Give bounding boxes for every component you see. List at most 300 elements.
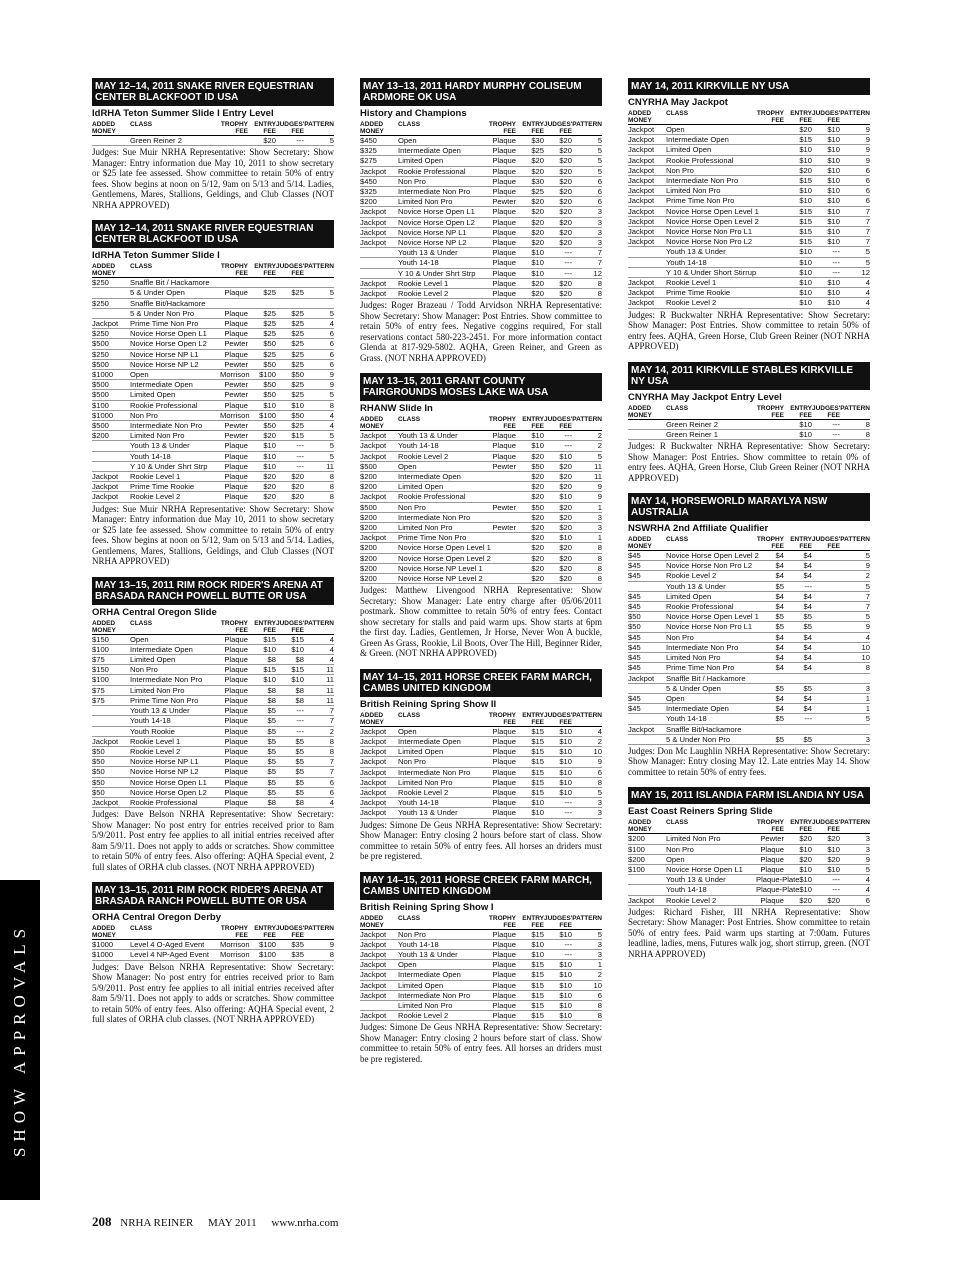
table-cell: Plaque [492,227,516,237]
table-cell: 4 [865,875,870,885]
table-cell [92,727,130,736]
table-cell [304,299,334,308]
table-cell: Non Pro [398,757,426,767]
table-cell: Novice Horse NP Level 2 [398,574,483,584]
table-cell: Limited Open [398,156,444,166]
table-cell: $20 [827,895,840,905]
table-cell: 1 [597,960,602,970]
table-row [628,643,870,653]
table-cell: 3 [597,227,602,237]
table-row [628,865,870,875]
table-cell: Prime Time Non Pro [398,533,467,543]
table-cell: $8 [295,695,304,705]
table-cell [488,513,516,522]
table-cell: Jackpot [628,135,655,145]
table-cell: $500 [92,380,109,390]
table-cell: 5 [597,929,602,939]
table-cell: $10 [827,165,840,175]
header-added: ADDED MONEY [92,121,116,135]
table-cell: Youth 14-18 [398,441,439,451]
event-listing [628,78,870,352]
table-row [360,167,602,177]
table-row [360,1001,602,1011]
table-cell: $20 [531,217,544,227]
table-header [628,819,870,834]
table-cell: 5 [329,288,334,298]
table-cell: $5 [295,777,304,787]
table-row [92,390,334,400]
table-cell [812,633,840,642]
table-cell: Plaque [492,798,516,808]
table-cell: Plaque [492,146,516,156]
table-row [92,665,334,675]
header-fee: TROPHY FEE [488,121,516,135]
table-cell: $5 [775,734,784,744]
table-cell [756,135,784,144]
table-row [628,145,870,155]
table-cell: 6 [597,187,602,197]
table-cell: $30 [531,136,544,145]
table-cell: $20 [559,217,572,227]
table-cell: Intermediate Non Pro [398,767,471,777]
table-row [628,704,870,714]
event-title: MAY 12–14, 2011 SNAKE RIVER EQUESTRIAN CENTER BLACKFOOT ID USA [92,78,334,106]
table-cell: $10 [531,248,544,258]
table-cell [92,706,130,715]
table-cell: $10 [559,451,572,461]
table-cell: Plaque [224,644,248,654]
table-cell: Plaque [492,980,516,990]
table-row [360,554,602,564]
table-cell: Pewter [760,834,784,844]
table-cell: Pewter [224,339,248,349]
table-cell: Non Pro [666,844,694,854]
table-cell: Youth 14-18 [666,714,707,724]
table-cell: $25 [291,319,304,329]
table-cell: 8 [597,574,602,584]
header-pattern: PATTERN [840,110,870,117]
table-cell: 5 [865,247,870,257]
table-cell: 3 [597,512,602,522]
table-cell [360,258,398,267]
table-cell: 9 [329,370,334,380]
table-cell [628,735,666,744]
table-cell: $5 [295,767,304,777]
table-cell: --- [804,581,812,591]
header-entry: ENTRY FEE [254,925,276,940]
table-cell [628,885,666,894]
table-cell: Novice Horse Open Level 2 [398,553,491,563]
table-cell: Plaque [760,854,784,864]
table-cell: $10 [827,125,840,134]
table-cell: Novice Horse Open Level 2 [666,216,759,226]
table-cell: $20 [531,553,544,563]
table-cell: $4 [775,663,784,673]
table-cell: $25 [263,329,276,339]
table-cell: $10 [263,461,276,471]
table-cell: $20 [531,543,544,553]
table-cell: Plaque [492,1011,516,1021]
event-class-name: British Reining Spring Show I [360,901,494,913]
table-cell: $10 [531,808,544,818]
table-cell: $10 [827,865,840,875]
header-class: CLASS [130,121,153,128]
table-cell: 8 [865,429,870,439]
table-cell: Plaque [224,482,248,492]
table-cell: Jackpot [360,217,387,227]
table-cell: 2 [597,441,602,451]
header-pattern: PATTERN [572,914,602,922]
table-cell [488,543,516,552]
table-cell: Youth 13 & Under [666,875,726,885]
table-cell: $10 [559,1001,572,1011]
event-listing [92,78,334,210]
table-cell: $20 [559,136,572,145]
table-cell: Intermediate Open [666,704,729,714]
table-cell: Jackpot [628,673,655,683]
table-row [628,196,870,206]
table-cell: Plaque [224,797,248,807]
table-cell: $20 [559,472,572,482]
table-cell: 10 [861,642,870,652]
table-cell: $45 [628,693,641,703]
table-cell: $25 [291,359,304,369]
table-cell: Y 10 & Under Shrt Strp [130,461,208,471]
table-cell: 8 [329,472,334,482]
event-class-name: RHANW Slide In [360,403,433,415]
table-cell: 2 [597,737,602,746]
table-row [360,940,602,950]
table-cell: 3 [597,217,602,227]
table-row [360,574,602,584]
table-cell [488,554,516,563]
table-cell [628,247,666,256]
table-row [360,778,602,788]
table-cell: Jackpot [628,176,655,186]
table-cell: $10 [799,267,812,277]
table-cell: Pewter [492,197,516,207]
table-cell: Youth 14-18 [130,451,171,461]
table-row [360,238,602,248]
table-cell [92,441,130,450]
table-cell: 4 [329,410,334,420]
table-cell [756,227,784,236]
table-cell: $15 [531,980,544,990]
table-cell: 7 [597,248,602,258]
table-cell: Plaque-Plate [756,885,800,895]
table-cell: $20 [531,492,544,502]
table-cell: Novice Horse Open Level 1 [666,206,759,216]
table-cell: 3 [597,808,602,818]
table-row [628,268,870,278]
table-cell: $200 [360,512,377,522]
table-row [92,299,334,309]
table-cell: Jackpot [360,726,387,736]
table-cell: Non Pro [398,176,426,186]
event-class-name: CNYRHA May Jackpot [628,97,728,108]
table-cell: $15 [531,726,544,736]
table-cell: Jackpot [628,216,655,226]
table-cell: Jackpot [360,747,387,757]
event-title: MAY 14–15, 2011 HORSE CREEK FARM MARCH, CAMBS UNITED KINGDOM [360,669,602,697]
event-notes: Judges: Matthew Livengood NRHA Representative: Show Secretary: Show Manager: Late entry charge after 05/06/2011 postmark. Show committee to retain 50% of entry fees. Contact show secretary for stalls and paid warm ups. Show starts at 6pm the first day. Ladies, Gentlemen, Jr Horse, Never Won A buckle, Green As Grass, Rookie, Lil Boots, Over The Hill, Beginner Rider, & Green. (NOT NRHA APPROVED) [360,585,602,659]
column-2 [360,78,602,1074]
table-cell: $10 [799,278,812,288]
header-added: ADDED MONEY [628,536,652,551]
table-cell: $10 [799,288,812,298]
table-cell: $20 [531,472,544,482]
table-cell: 5 [865,551,870,561]
table-cell: 5 [865,865,870,875]
table-row [628,156,870,166]
header-fee: TROPHY FEE [488,711,516,726]
table-cell: $10 [531,798,544,808]
table-row [628,237,870,247]
table-row [92,737,334,747]
table-cell [488,564,516,573]
header-pattern: PATTERN [304,925,334,933]
table-cell: 11 [326,675,334,685]
header-judges: JUDGES' FEE [812,110,841,124]
table-cell: --- [296,716,304,726]
table-cell: Novice Horse Open L1 [398,207,475,217]
table-cell: Open [666,854,685,864]
table-cell: Rookie Level 1 [130,472,181,482]
table-cell: $45 [628,663,641,673]
table-cell: Novice Horse Open Level 1 [666,612,759,622]
table-cell: Plaque [492,990,516,1000]
table-cell: $50 [92,777,105,787]
table-cell [812,674,840,683]
table-row [628,298,870,308]
table-cell: 2 [329,726,334,736]
table-cell: 7 [865,206,870,216]
table-row [360,788,602,798]
table-cell: Rookie Professional [398,492,466,502]
event-class-name: NSWRHA 2nd Affiliate Qualifier [628,523,769,535]
table-cell: $10 [827,227,840,237]
table-cell: $5 [267,746,276,756]
table-cell: Novice Horse Open Level 2 [666,551,759,561]
table-row [360,441,602,451]
table-cell: Snaffle Bit/Hackamore [666,724,742,734]
table-cell: $25 [263,349,276,359]
table-cell: $8 [267,685,276,695]
table-cell [220,278,248,287]
table-cell: Plaque [224,675,248,685]
table-cell: 3 [865,734,870,744]
table-cell [756,196,784,205]
header-judges: JUDGES' FEE [276,619,305,634]
table-cell: $10 [559,990,572,1000]
table-cell [756,725,784,734]
header-pattern: PATTERN [840,819,870,827]
event-title: MAY 14, 2011 KIRKVILLE STABLES KIRKVILLE NY USA [628,362,870,390]
table-cell: 6 [597,990,602,1000]
table-cell: $10 [799,865,812,875]
table-cell: --- [832,875,840,885]
event-class-name: IdRHA Teton Summer Slide I [92,250,220,262]
header-pattern: PATTERN [840,404,870,412]
table-cell [276,278,304,287]
table-cell: $15 [799,135,812,145]
table-cell: $45 [628,591,641,601]
table-cell: --- [804,714,812,724]
table-cell: 5 & Under Open [130,288,185,298]
table-cell: $10 [531,441,544,451]
table-cell: $200 [360,574,377,584]
table-cell: $15 [291,634,304,644]
table-cell: $5 [295,736,304,746]
table-cell: $5 [803,612,812,622]
table-row [628,258,870,268]
table-cell: --- [564,808,572,818]
table-row [92,778,334,788]
table-cell: 9 [597,492,602,502]
table-cell: Jackpot [360,289,387,299]
table-cell: $10 [827,196,840,206]
table-cell: Open [398,960,417,970]
table-cell: $8 [295,685,304,695]
table-cell: Intermediate Non Pro [398,990,471,1000]
table-cell: Plaque [492,258,516,268]
event-title: MAY 13–15, 2011 GRANT COUNTY FAIRGROUNDS MOSES LAKE WA USA [360,373,602,401]
table-row [628,247,870,257]
table-cell: Plaque [224,685,248,695]
table-cell: 3 [597,798,602,808]
table-cell: $5 [267,726,276,736]
table-row [360,156,602,166]
table-cell: --- [296,706,304,716]
table-cell: $4 [803,571,812,581]
table-cell: $20 [559,553,572,563]
event-notes: Judges: Simone De Geus NRHA Representative: Show Secretary: Show Manager: Entry closing 2 hours before start of class. Show committee to retain 50% of entry fees. All horses an driders must be pre registered. [360,1022,602,1064]
table-cell: Plaque [492,737,516,746]
table-cell: Plaque [224,777,248,787]
table-row [92,319,334,329]
table-cell: $20 [263,492,276,502]
table-cell: $20 [531,523,544,533]
header-fee: TROPHY FEE [488,416,516,431]
table-row [628,430,870,440]
table-cell: --- [564,950,572,960]
table-cell: Rookie Level 2 [666,895,717,905]
table-cell: Jackpot [360,950,387,960]
table-cell: $20 [559,227,572,237]
header-pattern: PATTERN [304,263,334,271]
table-cell [628,684,666,693]
header-added: ADDED MONEY [628,110,652,124]
event-title: MAY 15, 2011 ISLANDIA FARM ISLANDIA NY USA [628,787,870,804]
table-cell: 11 [326,461,334,471]
table-cell: Novice Horse NP Level 1 [398,563,483,573]
table-cell: Plaque [224,767,248,777]
table-cell: 4 [329,634,334,644]
table-cell: 10 [593,747,602,757]
table-cell: $4 [803,632,812,642]
table-cell: Level 4 NP-Aged Event [130,950,209,960]
table-cell: --- [564,798,572,808]
table-cell: 7 [865,216,870,226]
table-cell: $10 [531,950,544,960]
table-cell: $50 [263,390,276,400]
table-cell: Non Pro [130,410,158,420]
table-cell: Youth Rookie [130,726,175,736]
table-cell: $20 [799,895,812,905]
table-row [92,950,334,960]
table-cell: 8 [329,950,334,960]
table-header [92,121,334,136]
table-row [628,420,870,430]
table-cell: $8 [267,655,276,665]
table-cell: Green Reiner 2 [666,419,718,429]
table-cell: $150 [92,634,109,644]
event-listing [92,220,334,566]
header-added: ADDED MONEY [360,121,384,135]
table-cell: Green Reiner 2 [130,136,182,145]
table-cell: Rookie Level 2 [130,746,181,756]
table-cell: Level 4 O-Aged Event [130,940,205,950]
table-cell: $10 [559,1011,572,1021]
table-cell: $200 [92,431,109,441]
table-cell: Plaque [492,788,516,798]
table-row [628,125,870,135]
column-3 [628,78,870,969]
table-cell: $15 [263,665,276,675]
table-cell: 11 [326,685,334,695]
table-row [92,482,334,492]
table-cell: $30 [531,176,544,186]
table-cell: $20 [799,165,812,175]
table-cell: $10 [799,257,812,267]
table-cell: $10 [559,767,572,777]
table-cell: Jackpot [360,737,387,746]
table-row [628,227,870,237]
table-cell: 1 [597,533,602,543]
table-cell: $4 [803,663,812,673]
table-cell: Jackpot [360,767,387,777]
table-cell: Youth 13 & Under [130,706,190,716]
table-cell: $20 [263,482,276,492]
table-cell: 8 [329,482,334,492]
table-cell: $20 [263,136,276,145]
table-header [360,712,602,727]
table-cell: $250 [92,278,109,288]
table-cell: $200 [360,197,377,207]
table-cell: Novice Horse NP L1 [130,349,199,359]
table-row [628,135,870,145]
table-row [360,543,602,553]
table-row [92,492,334,502]
table-cell: Plaque [492,929,516,939]
table-cell: $10 [559,533,572,543]
table-row [360,768,602,778]
table-cell: 7 [329,706,334,716]
table-cell: Pewter [492,523,516,533]
table-cell: Jackpot [628,237,655,247]
table-cell [488,492,516,501]
table-cell: Jackpot [628,206,655,216]
header-pattern: PATTERN [572,416,602,424]
table-row [628,653,870,663]
table-cell: $50 [263,339,276,349]
table-cell: $100 [259,370,276,380]
event-listing [628,362,870,483]
table-cell [756,674,784,683]
table-cell: $20 [531,563,544,573]
table-row [360,737,602,747]
table-cell: 5 & Under Open [666,683,721,693]
